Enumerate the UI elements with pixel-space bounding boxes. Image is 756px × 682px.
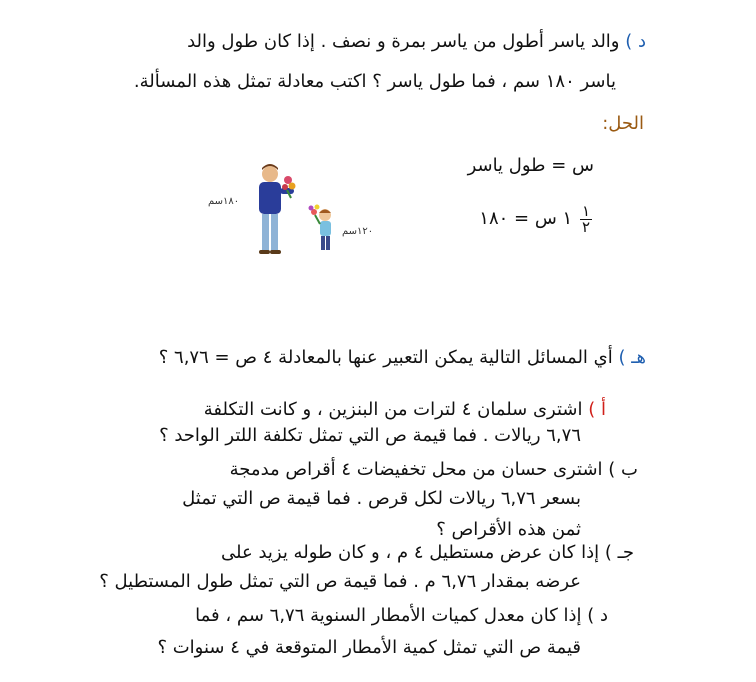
option-d-line-2: قيمة ص التي تمثل كمية الأمطار المتوقعة في ٤ سنوات ؟: [157, 637, 581, 658]
fraction-denominator: ٢: [581, 217, 590, 236]
problem-d-line-2: ياسر ١٨٠ سم ، فما طول ياسر ؟ اكتب معادلة تمثل هذه المسألة.: [133, 71, 616, 92]
equation-fraction: [580, 201, 592, 236]
solution-heading: الحل:: [602, 113, 644, 134]
option-a-marker: أ ): [588, 399, 606, 420]
problem-h-question-line: [159, 346, 646, 370]
problem-d-text-1: والد ياسر أطول من ياسر بمرة و نصف . إذا كان طول والد: [187, 31, 620, 52]
option-c-line-2: عرضه بمقدار ٦,٧٦ م . فما قيمة ص التي تمثل طول المستطيل ؟: [99, 571, 581, 592]
option-a-text-1: اشترى سلمان ٤ لترات من البنزين ، و كانت التكلفة: [203, 399, 583, 420]
variable-definition: س = طول ياسر: [467, 155, 594, 176]
child-height-label: ١٢٠سم: [342, 226, 374, 237]
equation: [479, 202, 594, 236]
problem-d-marker: د ): [625, 31, 646, 52]
fraction-numerator: ١: [581, 201, 590, 220]
problem-d-line-1: [187, 30, 646, 54]
option-b-line-1: [230, 458, 638, 482]
option-d-marker: د ): [587, 605, 608, 626]
option-b-line-3: ثمن هذه الأقراص ؟: [436, 519, 581, 540]
option-c-marker: جـ ): [604, 542, 634, 563]
option-c-line-1: [221, 541, 634, 565]
equation-whole: ١: [562, 208, 573, 229]
equation-rest: س = ١٨٠: [479, 208, 557, 229]
option-d-line-1: [195, 604, 608, 628]
option-c-text-1: إذا كان عرض مستطيل ٤ م ، و كان طوله يزيد على: [221, 542, 600, 563]
option-b-text-1: اشترى حسان من محل تخفيضات ٤ أقراص مدمجة: [229, 459, 603, 480]
option-b-line-2: بسعر ٦,٧٦ ريالات لكل قرص . فما قيمة ص التي تمثل: [182, 488, 581, 509]
option-d-text-1: إذا كان معدل كميات الأمطار السنوية ٦,٧٦ سم ، فما: [195, 605, 582, 626]
option-b-marker: ب ): [608, 459, 638, 480]
problem-h-question: أي المسائل التالية يمكن التعبير عنها بالمعادلة ٤ ص = ٦,٧٦ ؟: [158, 347, 613, 368]
option-a-line-2: ٦,٧٦ ريالات . فما قيمة ص التي تمثل تكلفة اللتر الواحد ؟: [159, 425, 581, 446]
father-and-son-illustration: [245, 160, 365, 260]
child-figure: [309, 205, 332, 251]
problem-h-marker: هـ ): [618, 347, 646, 368]
father-figure: [259, 164, 296, 254]
father-height-label: ١٨٠سم: [208, 196, 240, 207]
option-a-line-1: [204, 398, 606, 422]
